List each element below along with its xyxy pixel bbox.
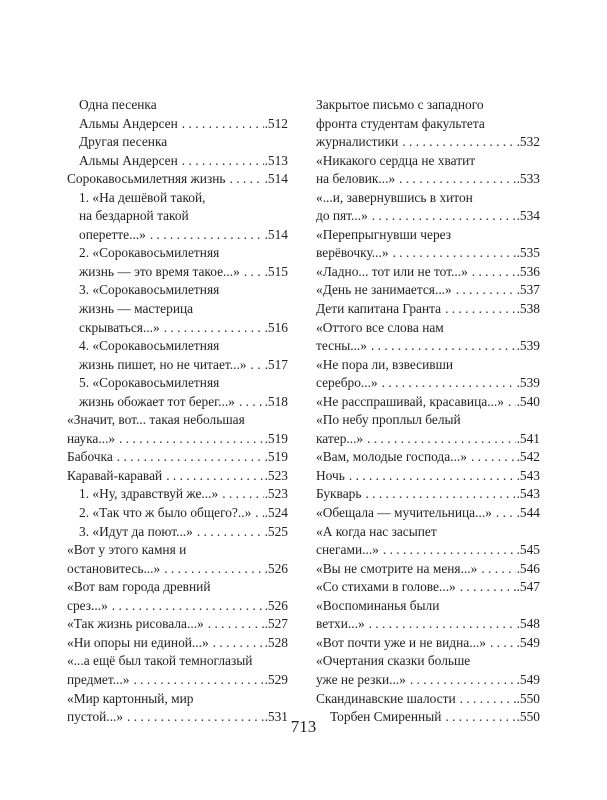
toc-entry-title-line: «...и, завернувшись в хитон — [316, 189, 473, 205]
toc-entry-page: .524 — [264, 505, 288, 521]
toc-entry — [316, 634, 540, 653]
toc-entry-title: 3. «Идут да поют...» — [79, 523, 193, 539]
dot-leader — [182, 152, 264, 171]
toc-entry — [316, 189, 540, 226]
dot-leader — [445, 300, 515, 319]
toc-entry-title: Бабочка — [67, 449, 113, 465]
toc-entry-page: .514 — [264, 171, 288, 187]
dot-leader — [410, 671, 516, 690]
dot-leader — [367, 430, 515, 449]
dot-leader — [244, 263, 264, 282]
toc-entry-title: журналистики — [316, 134, 399, 150]
dot-leader — [164, 560, 263, 579]
toc-entry-title: «Так жизнь рисовала...» — [67, 616, 204, 632]
toc-entry-title: срез...» — [67, 597, 108, 613]
toc-entry — [316, 560, 540, 579]
toc-entry-title: пустой...» — [67, 709, 124, 725]
toc-entry-title: остановитесь...» — [67, 560, 161, 576]
toc-entry — [67, 578, 288, 615]
toc-entry — [316, 263, 540, 282]
toc-entry-title-line: «Оттого все слова нам — [316, 319, 444, 335]
toc-entry — [67, 448, 288, 467]
toc-entry-leader-line — [316, 671, 540, 690]
toc-entry-leader-line — [67, 671, 288, 690]
toc-entry-title: оперетте...» — [79, 226, 146, 242]
toc-entry — [67, 504, 288, 523]
toc-entry-title-line: «Воспоминанья были — [316, 597, 440, 613]
toc-entry-leader-line — [316, 541, 540, 560]
toc-entry-leader-line — [79, 226, 288, 245]
toc-entry-page: .543 — [516, 486, 540, 502]
toc-entry-leader-line — [316, 281, 540, 300]
toc-entry-page: .542 — [516, 449, 540, 465]
toc-entry — [316, 411, 540, 448]
toc-entry-title-line: «...а ещё был такой темноглазый — [67, 653, 253, 669]
toc-entry — [67, 467, 288, 486]
toc-entry-page: .525 — [264, 523, 288, 539]
toc-entry-title-line: Закрытое письмо с западного — [316, 97, 484, 112]
dot-leader — [393, 244, 516, 263]
toc-entry-title-line: 2. «Сорокавосьмилетняя — [79, 245, 220, 261]
toc-entry — [316, 597, 540, 634]
toc-entry-title: верёвочку...» — [316, 245, 389, 261]
toc-entry-leader-line — [67, 448, 288, 467]
dot-leader — [349, 467, 516, 486]
toc-entry-leader-line — [79, 393, 288, 412]
toc-entry-leader-line — [79, 485, 288, 504]
toc-entry-title: на беловик...» — [316, 171, 396, 187]
toc-entry-title: тесны...» — [316, 338, 367, 354]
toc-entry-leader-line — [316, 374, 540, 393]
toc-entry-leader-line — [67, 560, 288, 579]
toc-entry-leader-line — [316, 337, 540, 356]
dot-leader — [460, 690, 516, 709]
toc-entry-title-line: фронта студентам факультета — [316, 115, 485, 131]
toc-entry-title-line: «А когда нас засыпет — [316, 523, 437, 539]
toc-entry-title: Альмы Андерсен — [79, 115, 178, 131]
toc-entry-title-line: «Вот у этого камня и — [67, 542, 187, 558]
toc-entry-page: .526 — [264, 597, 288, 613]
toc-entry-leader-line — [316, 485, 540, 504]
toc-entry-title-line: «Мир картонный, мир — [67, 690, 194, 706]
toc-entry-leader-line — [316, 690, 540, 709]
dot-leader — [112, 597, 264, 616]
toc-entry-title: катер...» — [316, 430, 364, 446]
toc-entry-page: .516 — [264, 319, 288, 335]
toc-entry-leader-line — [67, 430, 288, 449]
toc-entry-title: Букварь — [316, 486, 362, 502]
toc-entry — [67, 411, 288, 448]
dot-leader — [117, 448, 264, 467]
toc-entry-leader-line — [67, 170, 288, 189]
toc-entry-page: .546 — [516, 560, 540, 576]
toc-entry — [316, 448, 540, 467]
toc-entry-title: Альмы Андерсен — [79, 152, 178, 168]
toc-entry-page: .531 — [264, 709, 288, 725]
dot-leader — [166, 467, 263, 486]
toc-entry-page: .539 — [516, 375, 540, 391]
dot-leader — [197, 523, 264, 542]
toc-right-column — [316, 96, 540, 727]
toc-entry-title: серебро...» — [316, 375, 378, 391]
toc-entry-page: .549 — [516, 634, 540, 650]
toc-entry-page: .529 — [264, 671, 288, 687]
dot-leader — [496, 504, 516, 523]
toc-entry-page: .534 — [516, 208, 540, 224]
toc-entry-title: жизнь обожает тот берег...» — [79, 393, 235, 409]
toc-entry — [316, 652, 540, 689]
toc-entry-title-line: «Не пора ли, взвесивши — [316, 356, 454, 372]
toc-entry — [67, 634, 288, 653]
toc-entry-page: .550 — [516, 690, 540, 706]
dot-leader — [490, 634, 516, 653]
toc-entry-page: .547 — [516, 579, 540, 595]
toc-entry — [67, 96, 288, 133]
toc-entry — [316, 690, 540, 709]
toc-entry-leader-line — [79, 115, 288, 134]
toc-entry-page: .545 — [516, 542, 540, 558]
toc-entry — [67, 244, 288, 281]
dot-leader — [383, 541, 516, 560]
toc-entry-leader-line — [67, 597, 288, 616]
toc-entry-page: .512 — [264, 115, 288, 131]
toc-entry-leader-line — [316, 634, 540, 653]
toc-entry-title: 1. «Ну, здравствуй же...» — [79, 486, 219, 502]
toc-entry-title-line: жизнь — мастерица — [79, 301, 194, 317]
toc-entry-title-line: «Вот вам города древний — [67, 579, 211, 595]
dot-leader — [208, 615, 264, 634]
toc-entry-leader-line — [79, 523, 288, 542]
toc-entry-leader-line — [67, 467, 288, 486]
toc-entry-page: .519 — [264, 430, 288, 446]
toc-entry-leader-line — [316, 263, 540, 282]
toc-entry-leader-line — [316, 207, 540, 226]
toc-entry-title: уже не резки...» — [316, 671, 406, 687]
dot-leader — [119, 430, 263, 449]
toc-entry-title: «Ни опоры ни единой...» — [67, 634, 209, 650]
toc-entry-leader-line — [316, 430, 540, 449]
toc-entry-title: Сорокавосьмилетняя жизнь — [67, 171, 226, 187]
toc-entry-leader-line — [316, 560, 540, 579]
toc-entry-title: жизнь — это время такое...» — [79, 263, 240, 279]
toc-entry — [316, 96, 540, 152]
toc-entry-title: «Вам, молодые господа...» — [316, 449, 467, 465]
toc-entry-page: .544 — [516, 505, 540, 521]
toc-entry — [316, 504, 540, 523]
dot-leader — [472, 263, 516, 282]
toc-entry-title: наука...» — [67, 430, 116, 446]
toc-entry — [316, 300, 540, 319]
toc-entry — [316, 485, 540, 504]
toc-entry-title: предмет...» — [67, 671, 130, 687]
toc-entry-title-line: «Никакого сердца не хватит — [316, 152, 476, 168]
dot-leader — [471, 448, 516, 467]
toc-entry — [316, 226, 540, 263]
toc-entry — [316, 393, 540, 412]
toc-entry — [316, 523, 540, 560]
toc-entry-page: .523 — [264, 467, 288, 483]
toc-entry — [316, 319, 540, 356]
toc-entry — [316, 152, 540, 189]
toc-entry-title: до пят...» — [316, 208, 368, 224]
toc-entry-page: .535 — [516, 245, 540, 261]
toc-entry-title-line: Одна песенка — [79, 97, 157, 112]
toc-entry-title: 2. «Так что ж было общего?..» — [79, 505, 252, 521]
toc-entry-title: «Вот почти уже и не видна...» — [316, 634, 486, 650]
toc-entry-leader-line — [316, 448, 540, 467]
toc-entry-title: «Обещала — мучительница...» — [316, 505, 492, 521]
toc-entry — [67, 652, 288, 689]
toc-entry-title: жизнь пишет, но не читает...» — [79, 356, 247, 372]
toc-entry-title-line: Другая песенка — [79, 134, 168, 150]
toc-entry — [316, 467, 540, 486]
dot-leader — [365, 485, 515, 504]
toc-entry-title: Ночь — [316, 467, 345, 483]
toc-entry-title: «Ладно... тот или не тот...» — [316, 263, 468, 279]
toc-entry-title: Торбен Смиренный — [330, 709, 442, 725]
toc-entry-page: .540 — [516, 393, 540, 409]
toc-entry — [67, 133, 288, 170]
toc-entry — [67, 615, 288, 634]
dot-leader — [182, 115, 264, 134]
toc-entry-page: .515 — [264, 263, 288, 279]
toc-entry-title-line: «Очертания сказки больше — [316, 653, 471, 669]
toc-entry-page: .526 — [264, 560, 288, 576]
toc-entry-title: «Не расспрашивай, красавица...» — [316, 393, 504, 409]
toc-entry-title: «Со стихами в голове...» — [316, 579, 456, 595]
toc-entry-page: .528 — [264, 634, 288, 650]
toc-entry — [67, 281, 288, 337]
toc-entry-page: .533 — [516, 171, 540, 187]
toc-entry-leader-line — [79, 319, 288, 338]
dot-leader — [164, 319, 264, 338]
toc-entry-page: .518 — [264, 393, 288, 409]
toc-entry-leader-line — [316, 393, 540, 412]
toc-entry-page: .527 — [264, 616, 288, 632]
toc-entry — [67, 170, 288, 189]
toc-entry-page: .549 — [516, 671, 540, 687]
toc-entry-leader-line — [79, 263, 288, 282]
dot-leader — [133, 671, 263, 690]
toc-entry-leader-line — [79, 356, 288, 375]
toc-entry-leader-line — [316, 170, 540, 189]
toc-entry-title-line: 5. «Сорокавосьмилетняя — [79, 375, 220, 391]
toc-entry — [316, 356, 540, 393]
dot-leader — [372, 207, 516, 226]
toc-entry-title-line: «По небу проплыл белый — [316, 412, 461, 428]
toc-entry-title-line: «Перепрыгнувши через — [316, 226, 452, 242]
toc-entry-title: Каравай-каравай — [67, 467, 163, 483]
toc-entry-page: .536 — [516, 263, 540, 279]
toc-entry — [67, 541, 288, 578]
toc-entry-page: .513 — [264, 152, 288, 168]
toc-entry-title-line: «Значит, вот... такая небольшая — [67, 412, 245, 428]
dot-leader — [230, 170, 264, 189]
toc-entry-page: .548 — [516, 616, 540, 632]
dot-leader — [508, 393, 516, 412]
toc-entry-page: .539 — [516, 338, 540, 354]
toc-entry-title-line: 1. «На дешёвой такой, — [79, 189, 206, 205]
toc-entry-page: .543 — [516, 467, 540, 483]
toc-entry-title: скрываться...» — [79, 319, 160, 335]
toc-entry-page: .523 — [264, 486, 288, 502]
toc-entry — [316, 281, 540, 300]
toc-entry-title: Дети капитана Гранта — [316, 301, 442, 317]
dot-leader — [213, 634, 264, 653]
dot-leader — [456, 281, 516, 300]
dot-leader — [369, 615, 516, 634]
dot-leader — [371, 337, 516, 356]
toc-entry-title: Скандинавские шалости — [316, 690, 456, 706]
toc-entry-title: снегами...» — [316, 542, 379, 558]
toc-entry-page: .550 — [516, 709, 540, 725]
toc-entry-page: .532 — [516, 134, 540, 150]
dot-leader — [222, 485, 263, 504]
toc-entry-leader-line — [316, 133, 540, 152]
toc-entry-page: .538 — [516, 301, 540, 317]
toc-entry-title-line: 3. «Сорокавосьмилетняя — [79, 282, 220, 298]
dot-leader — [251, 356, 264, 375]
toc-entry-title-line: 4. «Сорокавосьмилетняя — [79, 338, 220, 354]
toc-entry — [67, 189, 288, 245]
toc-left-column — [67, 96, 288, 727]
toc-entry-leader-line — [316, 504, 540, 523]
toc-entry-page: .537 — [516, 282, 540, 298]
toc-entry-title: «День не занимается...» — [316, 282, 452, 298]
toc-entry — [316, 578, 540, 597]
toc-entry-leader-line — [316, 615, 540, 634]
dot-leader — [150, 226, 264, 245]
toc-entry — [67, 485, 288, 504]
toc-entry-leader-line — [79, 152, 288, 171]
toc-entry-title-line: на бездарной такой — [79, 208, 189, 224]
toc-entry-leader-line — [79, 504, 288, 523]
toc-entry-leader-line — [67, 615, 288, 634]
dot-leader — [481, 560, 515, 579]
toc-entry-leader-line — [316, 300, 540, 319]
toc-entry-leader-line — [67, 634, 288, 653]
dot-leader — [460, 578, 516, 597]
dot-leader — [239, 393, 264, 412]
toc-entry-title: ветхи...» — [316, 616, 365, 632]
toc-entry-page: .514 — [264, 226, 288, 242]
dot-leader — [382, 374, 516, 393]
toc-entry-title: «Вы не смотрите на меня...» — [316, 560, 478, 576]
toc-entry-page: .519 — [264, 449, 288, 465]
toc-entry-leader-line — [316, 578, 540, 597]
page-number: 713 — [290, 717, 317, 736]
toc-entry-page: .541 — [516, 430, 540, 446]
dot-leader — [399, 170, 515, 189]
dot-leader — [255, 504, 263, 523]
toc-entry — [67, 523, 288, 542]
dot-leader — [402, 133, 515, 152]
toc-entry-leader-line — [316, 244, 540, 263]
toc-entry-leader-line — [316, 467, 540, 486]
toc-entry — [67, 374, 288, 411]
toc-entry — [67, 337, 288, 374]
toc-entry-page: .517 — [264, 356, 288, 372]
